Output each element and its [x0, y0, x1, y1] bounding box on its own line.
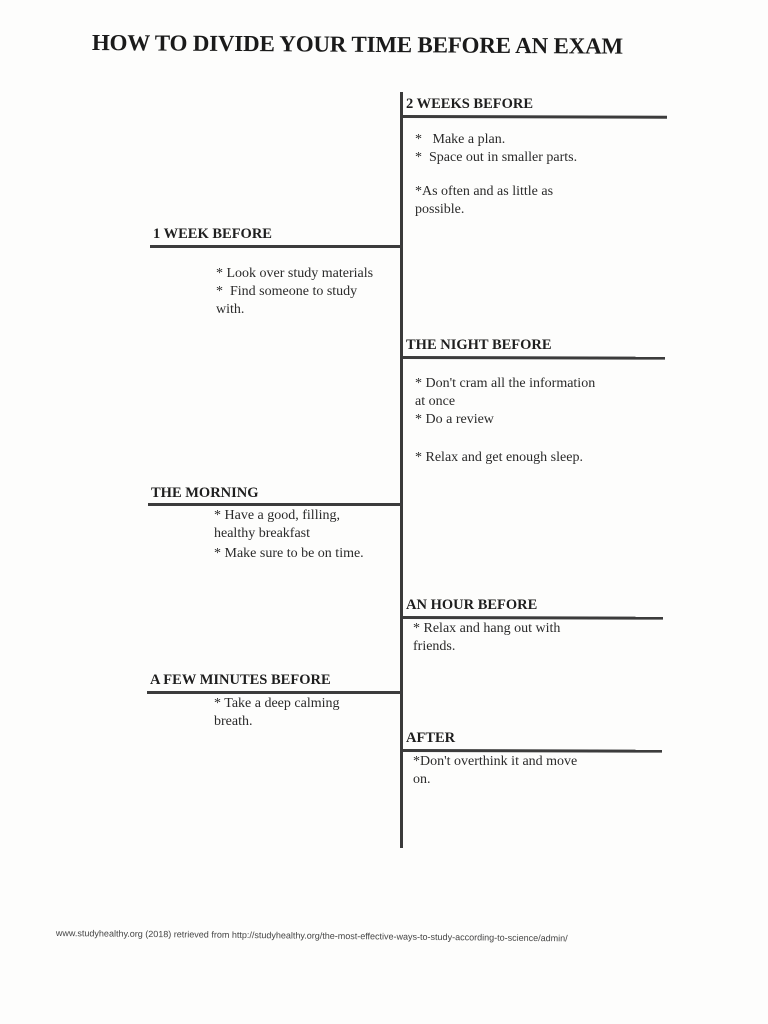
list-item: * Look over study materials [216, 266, 374, 281]
section-heading: THE NIGHT BEFORE [406, 337, 552, 353]
list-item: * Make sure to be on time. [214, 546, 364, 561]
heading-rule [147, 691, 402, 694]
heading-rule [150, 245, 402, 248]
section-heading: 2 WEEKS BEFORE [406, 96, 534, 112]
section-one-week-before [150, 226, 402, 319]
section-after [403, 730, 662, 789]
source-citation: www.studyhealthy.org (2018) retrieved from http://studyhealthy.org/the-most-effective-ways-to-study-according-to-science/admin/ [55, 928, 568, 944]
section-heading: AFTER [406, 730, 456, 746]
section-two-weeks-before [403, 96, 667, 219]
section-heading: 1 WEEK BEFORE [153, 226, 272, 242]
section-the-morning [148, 485, 402, 563]
list-item: * Don't cram all the information at once [415, 376, 596, 409]
list-item: * Take a deep calming breath. [214, 696, 340, 729]
section-few-minutes-before [147, 672, 402, 731]
section-heading: A FEW MINUTES BEFORE [150, 672, 331, 688]
list-item: * Relax and get enough sleep. [415, 450, 583, 465]
heading-rule [403, 115, 667, 119]
list-item: *As often and as little as possible. [415, 184, 554, 217]
heading-rule [148, 503, 402, 506]
list-item: * Space out in smaller parts. [415, 150, 578, 165]
heading-rule [403, 356, 665, 360]
list-item: * Relax and hang out with friends. [413, 621, 561, 654]
section-hour-before [403, 597, 663, 656]
page-title: HOW TO DIVIDE YOUR TIME BEFORE AN EXAM [91, 30, 624, 59]
list-item: * Make a plan. [415, 132, 506, 147]
list-item: * Find someone to study with. [216, 284, 361, 317]
section-night-before [403, 337, 665, 467]
list-item: *Don't overthink it and move on. [413, 754, 578, 787]
section-heading: THE MORNING [151, 485, 259, 501]
list-item: * Have a good, filling, healthy breakfast [214, 508, 340, 541]
list-item: * Do a review [415, 412, 494, 427]
section-heading: AN HOUR BEFORE [406, 597, 538, 613]
